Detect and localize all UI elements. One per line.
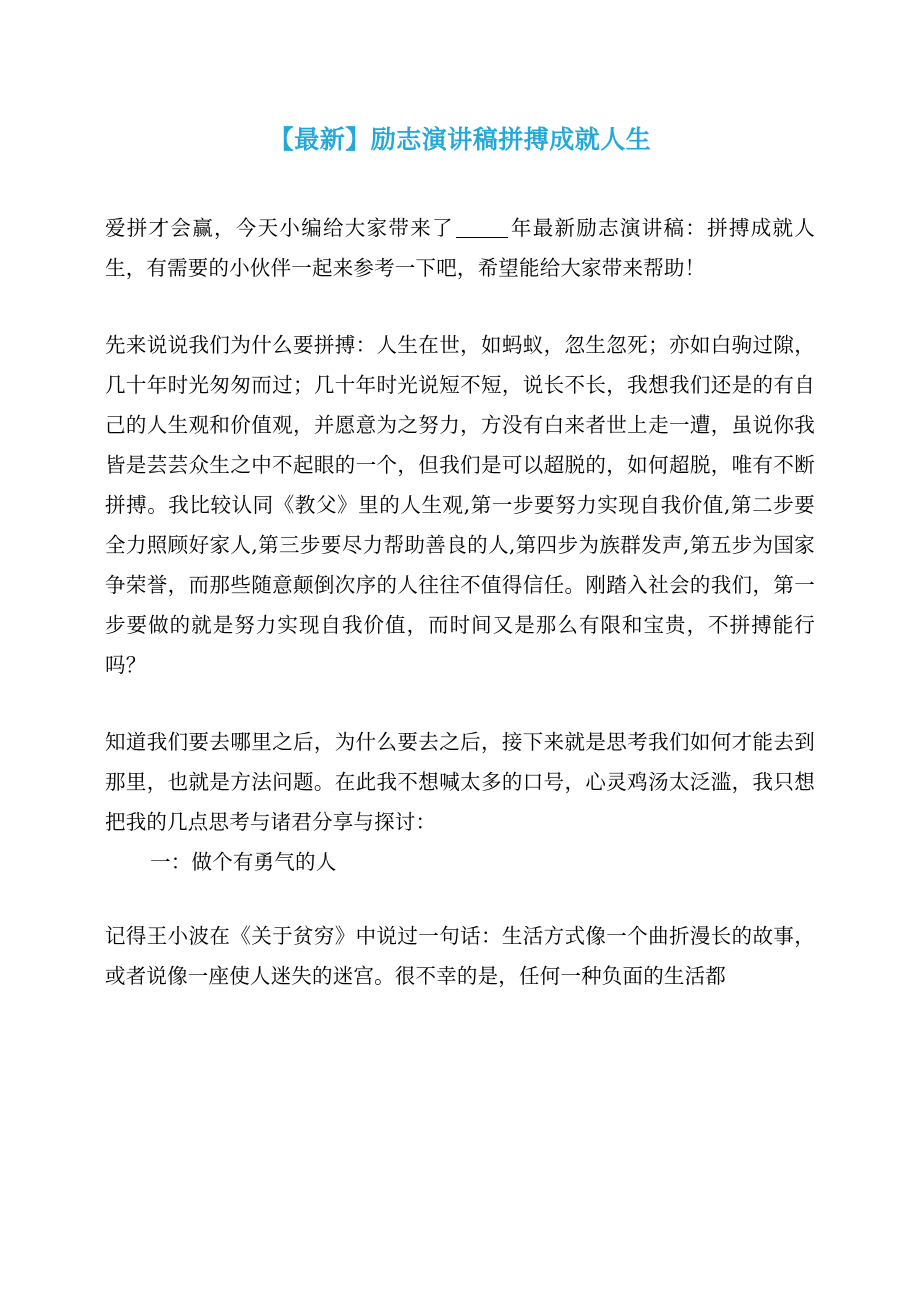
paragraph-why-struggle: 先来说说我们为什么要拼搏：人生在世，如蚂蚁，忽生忽死；亦如白驹过隙，几十年时光匆匆而过；几十年时光说短不短，说长不长，我想我们还是的有自己的人生观和价值观，并愿意为之努力，方没有白来者世上走一遭，虽说你我皆是芸芸众生之中不起眼的一个，但我们是可以超脱的，如何超脱，唯有不断拼搏。我比较认同《教父》里的人生观,第一步要努力实现自我价值,第二步要全力照顾好家人,第三步要尽力帮助善良的人,第四步为族群发声,第五步为国家争荣誉，而那些随意颠倒次序的人往往不值得信任。刚踏入社会的我们，第一步要做的就是努力实现自我价值，而时间又是那么有限和宝贵，不拼搏能行吗？ xyxy=(105,332,815,677)
spacer xyxy=(105,883,815,917)
paragraph-intro xyxy=(105,209,815,289)
intro-text-before-blank: 爱拼才会赢，今天小编给大家带来了 xyxy=(105,216,454,240)
paragraph-how-to: 知道我们要去哪里之后，为什么要去之后，接下来就是思考我们如何才能去到那里，也就是方法问题。在此我不想喊太多的口号，心灵鸡汤太泛滥，我只想把我的几点思考与诸君分享与探讨： xyxy=(105,729,815,834)
intro-text-after-blank: 年最新励志演讲稿：拼搏成就人生，有需要的小伙伴一起来参考一下吧，希望能给大家带来帮助！ xyxy=(105,216,815,280)
blank-fill-year xyxy=(456,237,508,238)
spacer xyxy=(105,686,815,723)
paragraph-point-one: 一：做个有勇气的人 xyxy=(150,849,337,874)
page-title: 【最新】励志演讲稿拼搏成就人生 xyxy=(268,125,652,154)
document-body xyxy=(105,209,815,996)
spacer xyxy=(105,289,815,326)
paragraph-wang-xiaobo: 记得王小波在《关于贫穷》中说过一句话：生活方式像一个曲折漫长的故事，或者说像一座使人迷失的迷宫。很不幸的是，任何一种负面的生活都 xyxy=(105,923,815,988)
